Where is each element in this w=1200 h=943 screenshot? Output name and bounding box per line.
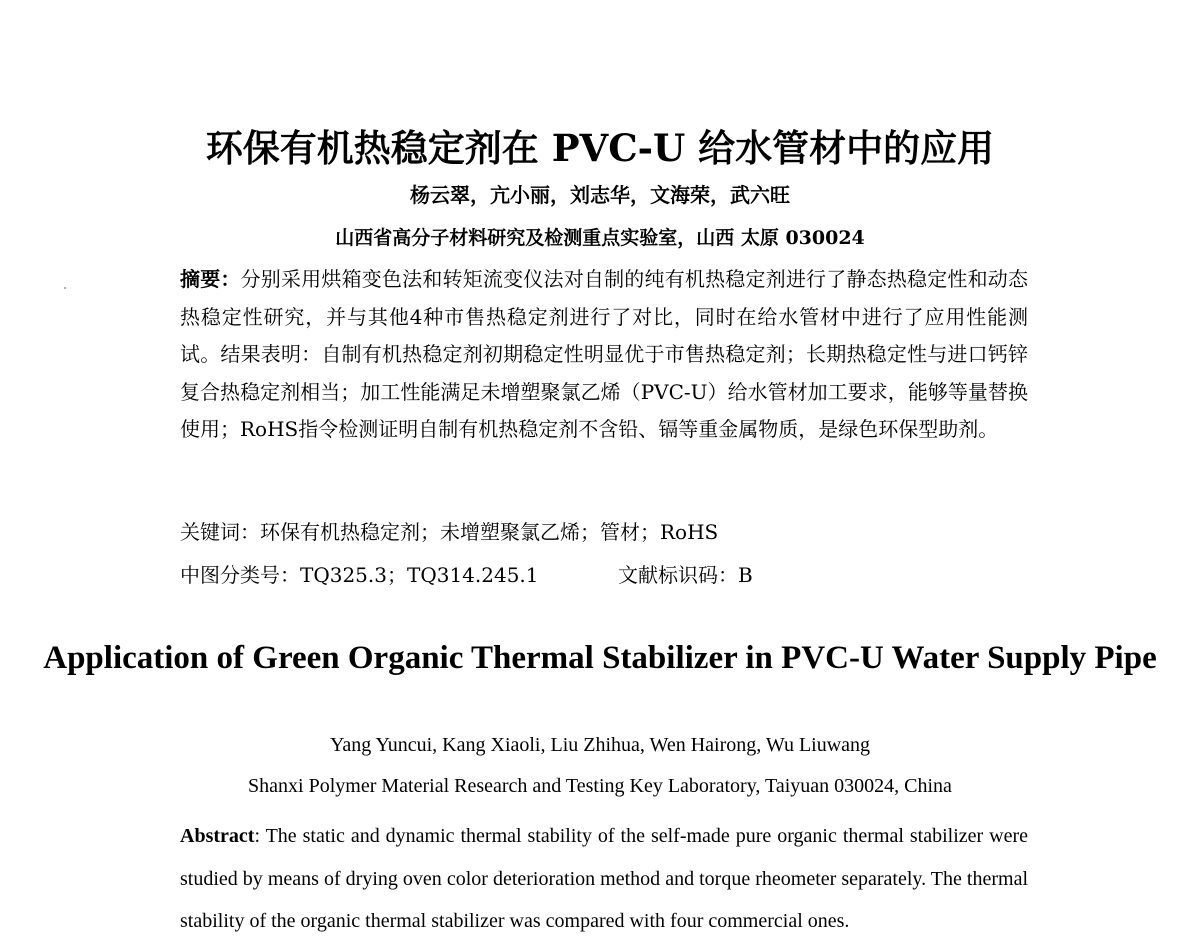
english-title: Application of Green Organic Thermal Stabilizer in PVC-U Water Supply Pipe	[43, 640, 1157, 676]
chinese-abstract	[180, 261, 1028, 449]
chinese-title: 环保有机热稳定剂在 PVC-U 给水管材中的应用	[205, 126, 995, 170]
chinese-document-code: 文献标识码：B	[618, 563, 753, 587]
english-abstract-text: : The static and dynamic thermal stability of the self-made pure organic thermal stabilizer were studied by means of drying oven color deterioration method and torque rheometer separately. The thermal stability of the organic thermal stabilizer was compared with four commercial ones.	[180, 825, 1028, 932]
chinese-authors: 杨云翠，亢小丽，刘志华，文海荣，武六旺	[410, 183, 790, 207]
chinese-keywords: 关键词：环保有机热稳定剂；未增塑聚氯乙烯；管材；RoHS	[180, 520, 719, 544]
english-abstract	[180, 815, 1028, 943]
scan-speck	[64, 287, 66, 289]
chinese-affiliation: 山西省高分子材料研究及检测重点实验室，山西 太原 030024	[335, 227, 865, 249]
english-authors: Yang Yuncui, Kang Xiaoli, Liu Zhihua, Wen Hairong, Wu Liuwang	[329, 734, 871, 756]
chinese-abstract-label: 摘要：	[180, 267, 241, 291]
english-affiliation: Shanxi Polymer Material Research and Testing Key Laboratory, Taiyuan 030024, China	[248, 775, 952, 797]
chinese-classification: 中图分类号：TQ325.3；TQ314.245.1	[180, 563, 539, 587]
english-abstract-label: Abstract	[180, 825, 255, 847]
chinese-abstract-text: 分别采用烘箱变色法和转矩流变仪法对自制的纯有机热稳定剂进行了静态热稳定性和动态热稳定性研究，并与其他4种市售热稳定剂进行了对比，同时在给水管材中进行了应用性能测试。结果表明：自制有机热稳定剂初期稳定性明显优于市售热稳定剂；长期热稳定性与进口钙锌复合热稳定剂相当；加工性能满足未增塑聚氯乙烯（PVC-U）给水管材加工要求，能够等量替换使用；RoHS指令检测证明自制有机热稳定剂不含铅、镉等重金属物质，是绿色环保型助剂。	[180, 267, 1029, 441]
